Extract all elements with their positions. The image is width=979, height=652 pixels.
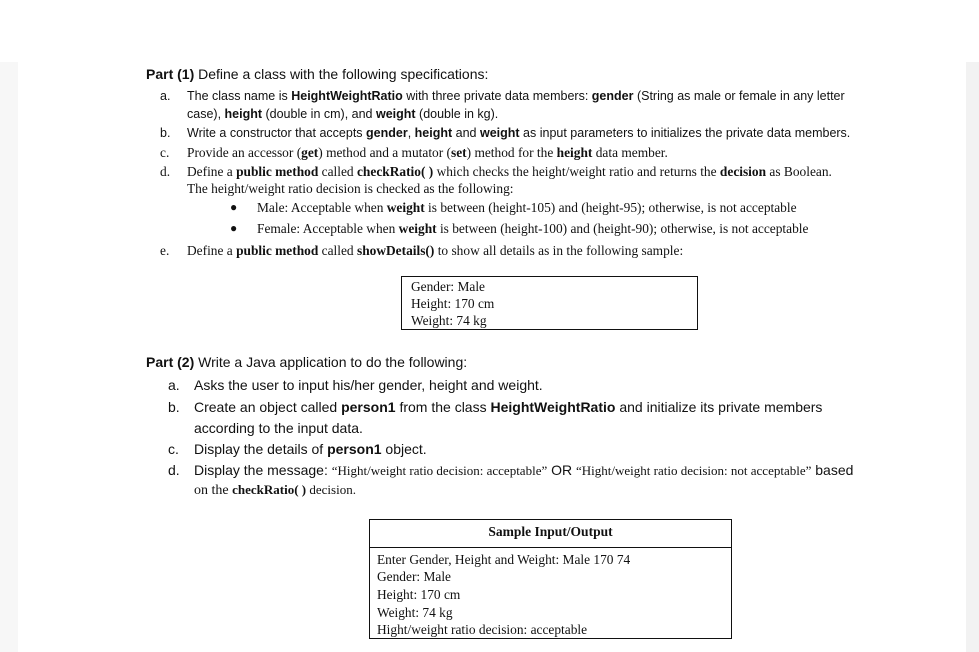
text: Provide an accessor ( (187, 145, 302, 160)
io-line: Hight/weight ratio decision: acceptable (377, 622, 588, 637)
text: data member. (592, 145, 668, 160)
method-name: checkRatio( ) (232, 482, 307, 497)
p1-b-line (187, 126, 850, 140)
text: (double in kg). (415, 107, 499, 121)
method-name: showDetails() (356, 243, 435, 258)
bullet-icon: ● (230, 200, 238, 214)
part1-title: Define a class with the following specifications: (198, 66, 489, 82)
p1-e-line (187, 243, 683, 259)
sample-line: Gender: Male (411, 279, 485, 294)
bullet-icon: ● (230, 221, 238, 235)
p1-a-line2 (187, 107, 498, 121)
p1-e-letter: e. (160, 243, 170, 258)
p2-c-line (194, 441, 427, 457)
p2-b-letter: b. (168, 399, 180, 415)
class-name: HeightWeightRatio (291, 89, 403, 103)
p2-a-letter: a. (168, 377, 180, 393)
term: weight (386, 200, 425, 215)
text: and initialize its private members (615, 399, 823, 415)
text: decision. (306, 482, 356, 497)
p1-a-line1 (187, 89, 845, 103)
text: , (407, 126, 415, 140)
io-line: Height: 170 cm (377, 587, 461, 602)
object-name: person1 (341, 399, 396, 415)
term: height (556, 145, 593, 160)
p1-c-letter: c. (160, 145, 170, 160)
part2-label: Part (2) (146, 354, 195, 370)
text: which checks the height/weight ratio and returns the (433, 164, 720, 179)
text: ) method and a mutator ( (318, 145, 452, 160)
term: gender (366, 126, 408, 140)
term: public method (236, 164, 319, 179)
text: called (318, 243, 357, 258)
text: (String as male or female in any letter (633, 89, 845, 103)
part2-heading (146, 354, 467, 370)
p2-d-letter: d. (168, 462, 180, 478)
p2-d-line1 (194, 462, 853, 480)
text: Write a constructor that accepts (187, 126, 367, 140)
sample-io-title: Sample Input/Output (488, 524, 613, 539)
text: object. (381, 441, 427, 457)
io-line: Enter Gender, Height and Weight: Male 170 74 (377, 552, 631, 567)
p2-b-line1 (194, 399, 822, 415)
p1-d-line2: The height/weight ratio decision is checked as the following: (187, 181, 514, 196)
text: ) method for the (466, 145, 557, 160)
p2-b-line2: according to the input data. (194, 420, 363, 436)
p1-d-line1 (187, 164, 832, 180)
class-name: HeightWeightRatio (490, 399, 616, 415)
text: The class name is (187, 89, 292, 103)
term: get (301, 145, 319, 160)
text: (double in cm), and (262, 107, 376, 121)
text: with three private data members: (402, 89, 592, 103)
text: as input parameters to initializes the private data members. (519, 126, 851, 140)
message-acceptable: “Hight/weight ratio decision: acceptable” (331, 463, 548, 478)
divider (370, 547, 731, 548)
p1-b-letter: b. (160, 126, 171, 140)
text: from the class (395, 399, 491, 415)
p1-c-line (187, 145, 668, 161)
term: gender (591, 89, 634, 103)
text: based (811, 462, 854, 478)
page-edge (966, 62, 979, 652)
text: Define a (187, 164, 237, 179)
text: as Boolean. (766, 164, 832, 179)
p1-a-letter: a. (160, 89, 171, 103)
text: Female: Acceptable when (257, 221, 399, 236)
p2-d-line2 (194, 482, 356, 499)
text: on the (194, 483, 233, 498)
term: public method (236, 243, 319, 258)
text: OR (547, 462, 577, 478)
part2-title: Write a Java application to do the following: (198, 354, 468, 370)
p1-d-letter: d. (160, 164, 171, 179)
text: Display the message: (194, 462, 332, 478)
method-name: checkRatio( ) (356, 164, 434, 179)
p2-a-line: Asks the user to input his/her gender, height and weight. (194, 377, 543, 393)
io-line: Weight: 74 kg (377, 605, 453, 620)
text: Display the details of (194, 441, 328, 457)
term: weight (398, 221, 437, 236)
message-not-acceptable: “Hight/weight ratio decision: not acceptable” (576, 463, 812, 478)
text: Male: Acceptable when (257, 200, 387, 215)
sample-line: Height: 170 cm (411, 296, 495, 311)
part1-heading (146, 66, 488, 82)
p2-c-letter: c. (168, 441, 179, 457)
text: to show all details as in the following sample: (434, 243, 684, 258)
text: Create an object called (194, 399, 342, 415)
text: Define a (187, 243, 237, 258)
term: height (224, 107, 263, 121)
text: called (318, 164, 357, 179)
term: set (451, 145, 467, 160)
term: weight (375, 107, 416, 121)
text: case), (187, 107, 225, 121)
term: height (414, 126, 453, 140)
term: decision (719, 164, 767, 179)
part1-label: Part (1) (146, 66, 195, 82)
text: is between (height-100) and (height-90); otherwise, is not acceptable (436, 221, 809, 236)
text: and (452, 126, 480, 140)
p1-bullet-male (257, 200, 797, 216)
sample-line: Weight: 74 kg (411, 313, 487, 328)
term: weight (479, 126, 520, 140)
p1-bullet-female (257, 221, 808, 237)
io-line: Gender: Male (377, 569, 451, 584)
text: is between (height-105) and (height-95); otherwise, is not acceptable (424, 200, 797, 215)
object-name: person1 (327, 441, 382, 457)
